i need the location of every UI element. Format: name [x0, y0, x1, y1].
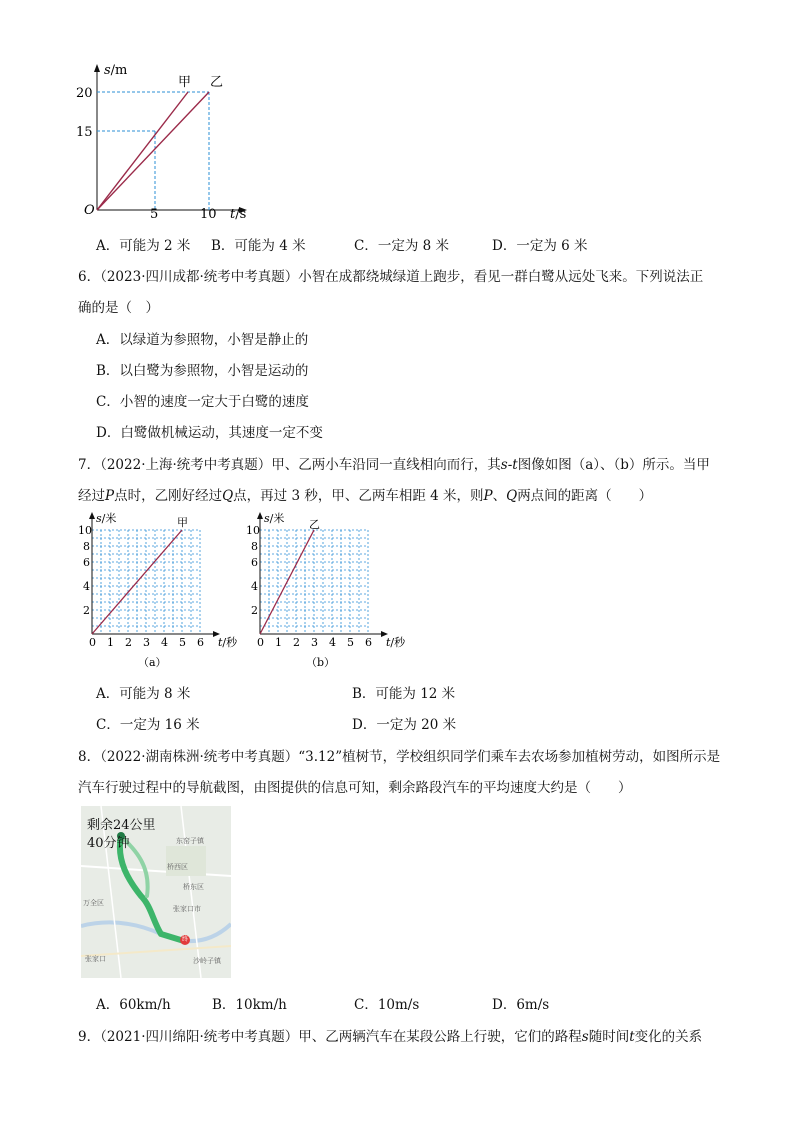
q6-stem-line-2: 确的是（ ）	[78, 300, 159, 316]
q8-stem-line-1: 8．（2022·湖南株洲·统考中考真题）“3.12”植树节，学校组织同学们乘车去农场参加植树劳动，如图所示是	[78, 749, 721, 765]
graph-a-xtick-5: 5	[179, 636, 186, 649]
q7-option-c[interactable]: C．一定为 16 米	[96, 717, 200, 733]
graph-b-ytick-8: 8	[251, 540, 258, 553]
map-place-label: 桥西区	[167, 863, 188, 871]
graph-a-xtick-1: 1	[107, 636, 114, 649]
q6-option-b[interactable]: B．以白鹭为参照物，小智是运动的	[96, 363, 309, 379]
graph-1-y-arrow	[94, 64, 100, 72]
q8-option-d[interactable]: D．6m/s	[492, 997, 550, 1013]
graph-1-ylabel: s/m	[104, 63, 128, 78]
graph-a-caption: （a）	[138, 656, 167, 669]
map-place-label: 万全区	[83, 899, 104, 907]
graph-a-series-label: 甲	[177, 516, 188, 529]
q7-option-b[interactable]: B．可能为 12 米	[352, 686, 456, 702]
graph-1-ytick-20: 20	[76, 86, 93, 101]
q6-option-c[interactable]: C．小智的速度一定大于白鹭的速度	[96, 394, 309, 410]
graph-b-xtick-6: 6	[365, 636, 372, 649]
q5-option-c[interactable]: C．一定为 8 米	[354, 238, 450, 254]
map-place-label: 张家口	[85, 955, 106, 963]
map-place-label: 张家口市	[173, 905, 201, 913]
graph-b-xtick-0: 0	[257, 636, 264, 649]
q8-stem-line-2: 汽车行驶过程中的导航截图，由图提供的信息可知，剩余路段汽车的平均速度大约是（ ）	[78, 780, 632, 796]
q8-option-a[interactable]: A．60km/h	[96, 997, 171, 1013]
graph-a-ytick-2: 2	[83, 604, 90, 617]
graph-1-st-chart	[70, 62, 270, 222]
map-end-label: 终	[182, 936, 189, 943]
graph-b-xtick-5: 5	[347, 636, 354, 649]
map-place-label: 沙岭子镇	[193, 957, 221, 965]
graph-a-xtick-2: 2	[125, 636, 132, 649]
q7-stem-line-1: 7．（2022·上海·统考中考真题）甲、乙两小车沿同一直线相向而行，其s-t图像如图（a）、（b）所示。当甲	[78, 457, 710, 473]
graph-a-xtick-4: 4	[161, 636, 168, 649]
q5-option-d[interactable]: D．一定为 6 米	[492, 238, 588, 254]
q8-option-b[interactable]: B．10km/h	[212, 997, 287, 1013]
graph-1-ytick-15: 15	[76, 125, 93, 140]
graph-b-xlabel: t/秒	[386, 636, 406, 649]
graph-a-ytick-10: 10	[78, 524, 92, 537]
graph-b-xtick-1: 1	[275, 636, 282, 649]
graph-1-line-jia	[97, 92, 188, 210]
graph-b-st-chart	[246, 510, 416, 672]
graph-1-line-yi	[97, 92, 209, 210]
q5-option-a[interactable]: A．可能为 2 米	[96, 238, 191, 254]
q6-option-d[interactable]: D．白鹭做机械运动，其速度一定不变	[96, 425, 323, 441]
graph-b-ylabel: s/米	[264, 512, 285, 525]
graph-a-ytick-6: 6	[83, 556, 90, 569]
graph-1-label-jia: 甲	[178, 75, 192, 90]
q5-option-b[interactable]: B．可能为 4 米	[211, 238, 306, 254]
graph-a-grid	[92, 530, 200, 634]
navigation-map-screenshot	[81, 806, 231, 978]
graph-b-ytick-4: 4	[251, 580, 258, 593]
graph-b-series-label: 乙	[309, 518, 320, 531]
graph-1-label-yi: 乙	[210, 75, 224, 90]
graph-1-xtick-10: 10	[200, 207, 217, 222]
graph-b-ytick-10: 10	[246, 524, 260, 537]
graph-a-xtick-6: 6	[197, 636, 204, 649]
graph-1-origin: O	[84, 203, 95, 218]
graph-b-ytick-6: 6	[251, 556, 258, 569]
graph-a-ytick-4: 4	[83, 580, 90, 593]
graph-a-y-arrow	[89, 512, 95, 519]
q6-option-a[interactable]: A．以绿道为参照物，小智是静止的	[96, 332, 309, 348]
graph-a-xtick-3: 3	[143, 636, 150, 649]
graph-a-xlabel: t/秒	[218, 636, 238, 649]
map-remaining-time: 40分钟	[87, 836, 130, 851]
graph-b-ytick-2: 2	[251, 604, 258, 617]
graph-b-caption: （b）	[306, 656, 336, 669]
graph-b-xtick-2: 2	[293, 636, 300, 649]
map-place-label: 东窑子镇	[176, 837, 204, 845]
q9-stem-line-1: 9．（2021·四川绵阳·统考中考真题）甲、乙两辆汽车在某段公路上行驶，它们的路程s随时间t变化的关系	[78, 1029, 703, 1045]
map-remaining-distance: 剩余24公里	[87, 818, 156, 833]
map-place-label: 桥东区	[183, 883, 204, 891]
graph-b-grid	[260, 530, 368, 634]
q7-option-d[interactable]: D．一定为 20 米	[352, 717, 457, 733]
graph-a-ylabel: s/米	[96, 512, 117, 525]
graph-b-xtick-3: 3	[311, 636, 318, 649]
graph-a-st-chart	[78, 510, 248, 672]
graph-b-y-arrow	[257, 512, 263, 519]
graph-a-ytick-8: 8	[83, 540, 90, 553]
q7-option-a[interactable]: A．可能为 8 米	[96, 686, 191, 702]
graph-a-xtick-0: 0	[89, 636, 96, 649]
graph-1-xtick-5: 5	[150, 207, 159, 222]
q8-option-c[interactable]: C．10m/s	[354, 997, 420, 1013]
q6-stem-line-1: 6．（2023·四川成都·统考中考真题）小智在成都绕城绿道上跑步，看见一群白鹭从远处飞来。下列说法正	[78, 269, 704, 285]
graph-1-xlabel: t/s	[230, 207, 247, 222]
q7-stem-line-2: 经过P点时，乙刚好经过Q点，再过 3 秒，甲、乙两车相距 4 米，则P、Q两点间的距离（ ）	[78, 488, 653, 504]
graph-b-xtick-4: 4	[329, 636, 336, 649]
